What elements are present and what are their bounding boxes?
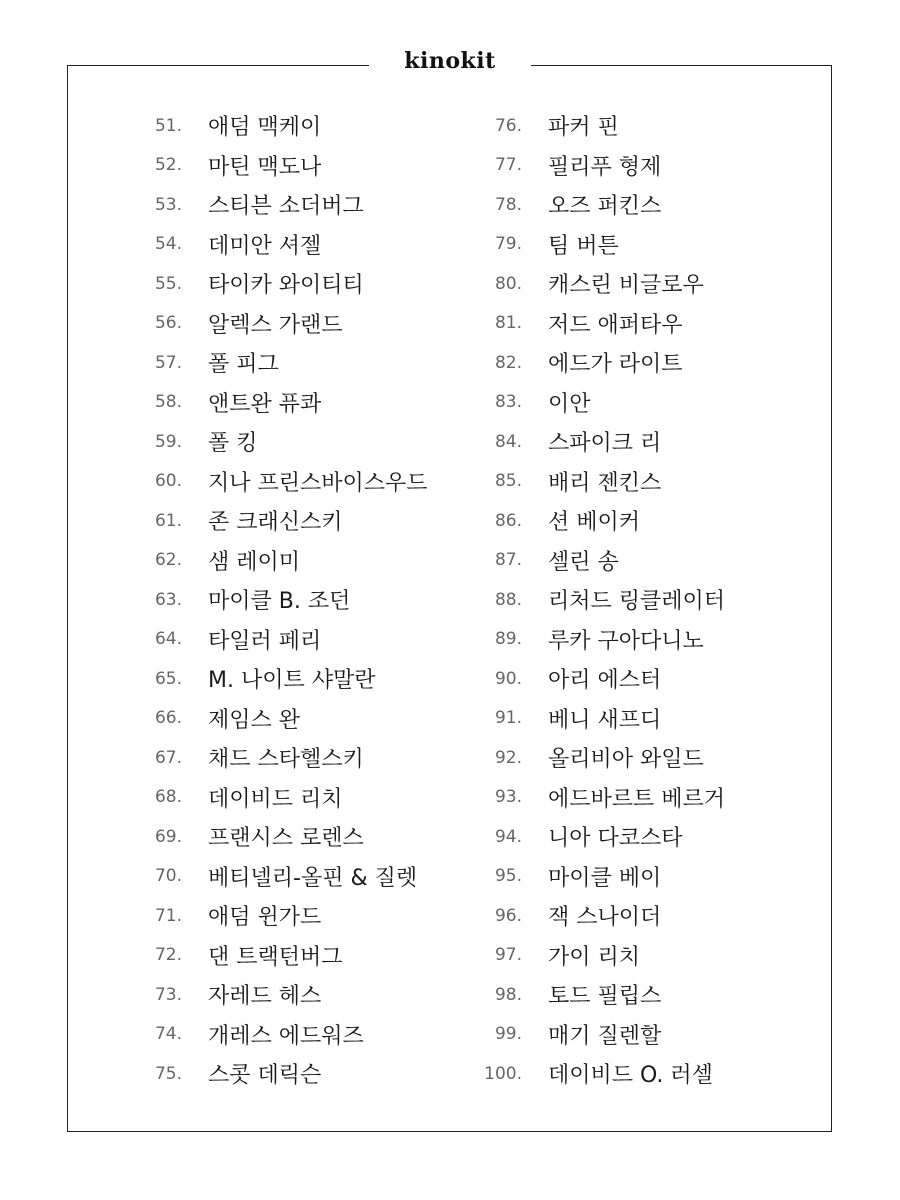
list-item [130,383,428,423]
list-item-director-name: 니아 다코스타 [548,826,683,852]
list-item-director-name: 제임스 완 [208,707,301,733]
list-item-director-name: 가이 리치 [548,944,641,970]
list-item [130,699,428,739]
list-item [130,857,428,897]
list-item [470,462,725,502]
list-item [470,343,725,383]
list-item-number: 66. [154,708,182,729]
list-item-number: 94. [494,826,522,847]
list-item-director-name: 셀린 송 [548,549,619,575]
list-item [470,383,725,423]
list-item [470,896,725,936]
list-item-number: 67. [154,747,182,768]
list-item-number: 75. [154,1063,182,1084]
list-item [470,106,725,146]
list-item-director-name: 애덤 맥케이 [208,115,322,141]
list-item [130,936,428,976]
list-item-number: 62. [154,550,182,571]
list-item [470,620,725,660]
list-item-number: 82. [494,352,522,373]
list-item-number: 84. [494,431,522,452]
list-item-number: 95. [494,866,522,887]
list-item-number: 89. [494,629,522,650]
list-item-director-name: 개레스 에드워즈 [208,1023,364,1049]
list-item-number: 64. [154,629,182,650]
list-item [130,343,428,383]
list-item [130,1054,428,1094]
list-item [470,185,725,225]
list-item [470,699,725,739]
list-item-director-name: 캐스린 비글로우 [548,273,704,299]
list-item-number: 98. [494,984,522,1005]
list-item-number: 85. [494,471,522,492]
list-item [470,225,725,265]
list-item-number: 57. [154,352,182,373]
list-item [130,185,428,225]
list-item-number: 92. [494,747,522,768]
list-item-director-name: 매기 질렌할 [548,1023,662,1049]
list-item-director-name: 마이클 베이 [548,865,662,891]
list-item [130,817,428,857]
list-item [470,146,725,186]
list-item [130,541,428,581]
list-item-number: 76. [494,115,522,136]
list-item [470,264,725,304]
list-item-number: 56. [154,313,182,334]
list-item-number: 54. [154,234,182,255]
right-column [470,106,725,1094]
list-item-director-name: 폴 피그 [208,352,279,378]
list-item-number: 61. [154,510,182,531]
list-item-number: 97. [494,945,522,966]
list-item-director-name: 데이비드 O. 러셀 [548,1063,713,1089]
list-item-number: 72. [154,945,182,966]
list-item-director-name: 리처드 링클레이터 [548,589,726,615]
list-item [130,620,428,660]
list-item-number: 58. [154,392,182,413]
list-item-director-name: 알렉스 가랜드 [208,312,343,338]
list-item-director-name: 데이비드 리치 [208,786,343,812]
list-item-director-name: 타이카 와이티티 [208,273,364,299]
list-item-number: 53. [154,194,182,215]
list-item-director-name: 프랜시스 로렌스 [208,826,364,852]
list-item [470,501,725,541]
list-item [130,1015,428,1055]
list-item-number: 80. [494,273,522,294]
list-item-director-name: 루카 구아다니노 [548,628,704,654]
list-item-director-name: 마틴 맥도나 [208,154,322,180]
list-item-director-name: 자레드 헤스 [208,984,322,1010]
list-item-number: 100. [484,1063,522,1084]
list-item-number: 70. [154,866,182,887]
list-item-director-name: 저드 애퍼타우 [548,312,683,338]
list-item-director-name: 배리 젠킨스 [548,470,662,496]
list-item-director-name: 잭 스나이더 [548,905,662,931]
list-item [470,936,725,976]
list-item-director-name: 베티넬리-올핀 & 질렛 [208,865,418,891]
list-item [470,778,725,818]
list-item-director-name: 파커 핀 [548,115,619,141]
list-item-director-name: 데미안 셔젤 [208,233,322,259]
list-item-number: 55. [154,273,182,294]
left-column [130,106,428,1094]
list-item-director-name: 오즈 퍼킨스 [548,194,662,220]
list-item [130,225,428,265]
list-item-director-name: 스콧 데릭슨 [208,1063,322,1089]
brand-logo: kinokit [369,40,531,82]
list-item-director-name: 스파이크 리 [548,431,662,457]
list-item-director-name: 필리푸 형제 [548,154,662,180]
list-item [130,462,428,502]
list-item-director-name: 베니 새프디 [548,707,662,733]
list-item-number: 51. [154,115,182,136]
list-item-number: 68. [154,787,182,808]
list-item-number: 83. [494,392,522,413]
list-item [130,422,428,462]
list-item [470,738,725,778]
list-item-director-name: 앤트완 퓨콰 [208,391,322,417]
list-item-number: 78. [494,194,522,215]
list-item-director-name: 에드바르트 베르거 [548,786,726,812]
list-item [130,501,428,541]
list-item-director-name: 타일러 페리 [208,628,322,654]
list-item-number: 74. [154,1024,182,1045]
list-item-number: 65. [154,668,182,689]
list-item-number: 69. [154,826,182,847]
list-item [130,146,428,186]
list-item-number: 71. [154,905,182,926]
list-item-director-name: 올리비아 와일드 [548,747,704,773]
list-item-number: 96. [494,905,522,926]
list-item-number: 77. [494,155,522,176]
list-item-number: 88. [494,589,522,610]
list-item-director-name: M. 나이트 샤말란 [208,668,376,694]
list-item [470,580,725,620]
list-item-number: 90. [494,668,522,689]
list-item-number: 99. [494,1024,522,1045]
list-item-director-name: 지나 프린스바이스우드 [208,470,428,496]
list-item-director-name: 스티븐 소더버그 [208,194,364,220]
list-item [130,975,428,1015]
list-item [470,817,725,857]
list-item-number: 86. [494,510,522,531]
list-item-number: 63. [154,589,182,610]
list-item-director-name: 존 크래신스키 [208,510,343,536]
list-item [130,659,428,699]
list-item-director-name: 아리 에스터 [548,668,662,694]
list-item-number: 91. [494,708,522,729]
list-item-director-name: 마이클 B. 조던 [208,589,351,615]
list-item [130,304,428,344]
list-item [130,580,428,620]
list-item-director-name: 토드 필립스 [548,984,662,1010]
list-item-director-name: 애덤 윈가드 [208,905,322,931]
list-item-director-name: 댄 트랙턴버그 [208,944,343,970]
list-item [470,541,725,581]
list-item [470,422,725,462]
list-item [130,264,428,304]
list-item [470,1054,725,1094]
list-item-director-name: 폴 킹 [208,431,258,457]
list-item-director-name: 션 베이커 [548,510,641,536]
list-item [470,659,725,699]
list-item-number: 79. [494,234,522,255]
list-item-director-name: 이안 [548,391,591,417]
list-item [130,106,428,146]
list-item-number: 59. [154,431,182,452]
list-item [470,975,725,1015]
list-item [130,738,428,778]
list-item-director-name: 에드가 라이트 [548,352,683,378]
list-item-director-name: 샘 레이미 [208,549,301,575]
list-item-number: 87. [494,550,522,571]
list-item [130,778,428,818]
list-item [130,896,428,936]
list-item [470,1015,725,1055]
list-item-number: 73. [154,984,182,1005]
list-item-number: 93. [494,787,522,808]
list-item-number: 52. [154,155,182,176]
list-item [470,304,725,344]
list-item-director-name: 채드 스타헬스키 [208,747,364,773]
list-item-director-name: 팀 버튼 [548,233,619,259]
list-item-number: 81. [494,313,522,334]
list-item-number: 60. [154,471,182,492]
list-item [470,857,725,897]
